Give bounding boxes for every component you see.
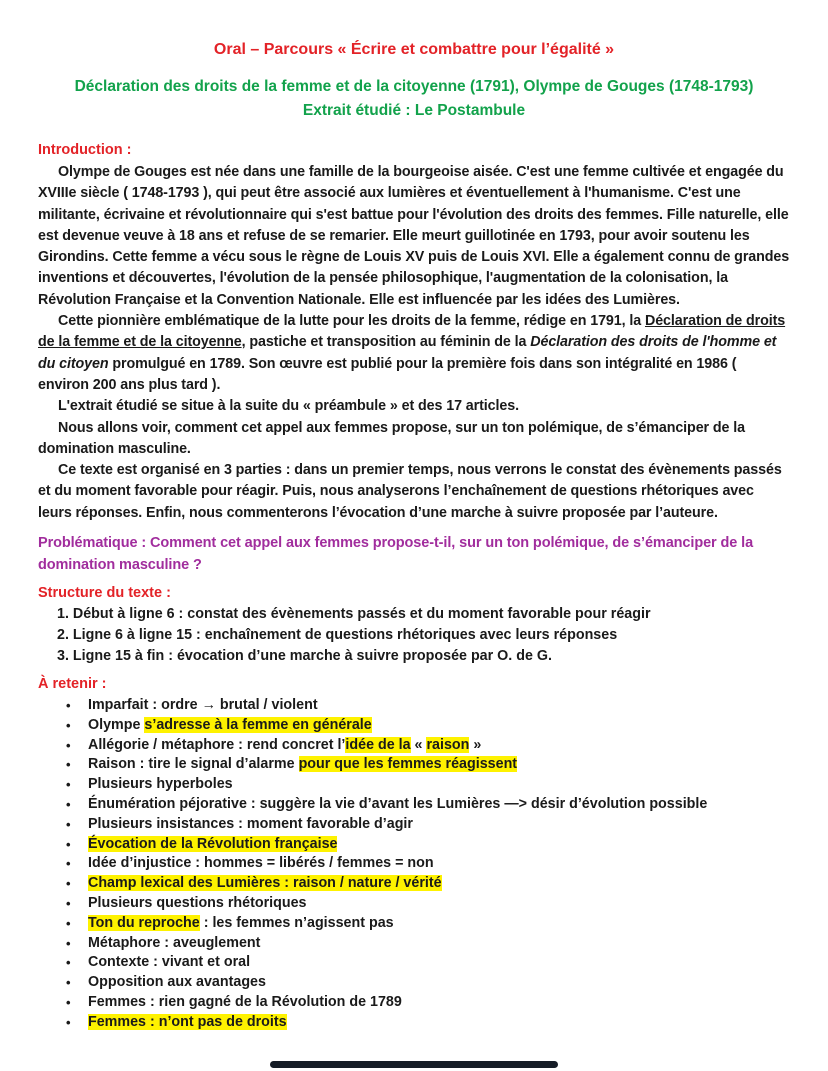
subtitle-line-1: Déclaration des droits de la femme et de la citoyenne (1791), Olympe de Gouges (1748-1793) bbox=[74, 78, 754, 95]
text-run: Olympe bbox=[88, 716, 145, 733]
intro-paragraph bbox=[38, 311, 790, 396]
highlighted-text-run: Champ lexical des Lumières : raison / nature / vérité bbox=[88, 875, 442, 892]
retenir-heading: À retenir : bbox=[38, 676, 107, 693]
page-subtitle bbox=[38, 75, 790, 123]
retenir-item bbox=[38, 934, 790, 954]
text-run: Nous allons voir, comment cet appel aux femmes propose, sur un ton polémique, de s’émanciper de la domination masculine. bbox=[38, 419, 745, 457]
structure-item: Début à ligne 6 : constat des évènements passés et du moment favorable pour réagir bbox=[72, 606, 651, 623]
text-run: Ce texte est organisé en 3 parties : dans un premier temps, nous verrons le constat des évènements passés et du moment favorable pour réagir. Puis, nous analyserons l’enchaînement de questions rhétoriques avec leurs réponses. Enfin, nous commenterons l’évocation d’une marche à suivre proposée par l’auteure. bbox=[38, 462, 782, 521]
highlighted-text-run: idée de la bbox=[345, 736, 411, 753]
text-run: Déclaration de droits de la femme et de la citoyenne bbox=[38, 313, 786, 351]
retenir-list bbox=[38, 696, 790, 1033]
structure-heading: Structure du texte : bbox=[38, 585, 171, 602]
text-run: Énumération péjorative : suggère la vie d’avant les Lumières —> désir d’évolution possible bbox=[88, 796, 708, 813]
retenir-item bbox=[38, 953, 790, 973]
highlighted-text-run: s’adresse à la femme en générale bbox=[144, 716, 372, 733]
text-run: » bbox=[469, 736, 482, 753]
intro-paragraph bbox=[38, 162, 790, 311]
structure-list bbox=[38, 604, 790, 667]
retenir-item bbox=[38, 993, 790, 1013]
highlighted-text-run: raison bbox=[426, 736, 470, 753]
introduction-paragraphs bbox=[38, 162, 790, 524]
intro-paragraph bbox=[38, 460, 790, 524]
retenir-item bbox=[38, 775, 790, 795]
text-run: Déclaration des droits de l'homme et du citoyen bbox=[38, 334, 777, 372]
retenir-item bbox=[38, 835, 790, 855]
text-run: Opposition aux avantages bbox=[88, 974, 266, 991]
introduction-heading: Introduction : bbox=[38, 142, 132, 158]
text-run: Idée d’injustice : hommes = libérés / femmes = non bbox=[88, 855, 434, 872]
text-run: promulgué en 1789. Son œuvre est publié pour la première fois dans son intégralité en 1986 ( environ 200 ans plus tard ). bbox=[38, 355, 737, 393]
text-run: Plusieurs hyperboles bbox=[88, 776, 233, 793]
text-run: L'extrait étudié se situe à la suite du « préambule » et des 17 articles. bbox=[58, 398, 519, 415]
text-run: Imparfait : ordre → brutal / violent bbox=[88, 697, 318, 714]
retenir-item bbox=[38, 716, 790, 736]
retenir-item bbox=[38, 874, 790, 894]
text-run: Contexte : vivant et oral bbox=[88, 954, 251, 971]
retenir-item bbox=[38, 795, 790, 815]
page-title: Oral – Parcours « Écrire et combattre pour l’égalité » bbox=[213, 41, 615, 58]
highlighted-text-run: Femmes : n’ont pas de droits bbox=[88, 1013, 287, 1030]
retenir-item bbox=[38, 894, 790, 914]
retenir-item bbox=[38, 914, 790, 934]
retenir-item bbox=[38, 736, 790, 756]
text-run: Plusieurs insistances : moment favorable d’agir bbox=[88, 815, 413, 832]
intro-paragraph bbox=[38, 418, 790, 461]
retenir-item bbox=[38, 1013, 790, 1033]
text-run: Cette pionnière emblématique de la lutte pour les droits de la femme, rédige en 1791, la bbox=[58, 313, 645, 330]
subtitle-line-2: Extrait étudié : Le Postambule bbox=[302, 102, 526, 119]
text-run: , pastiche et transposition au féminin de la bbox=[241, 334, 531, 351]
structure-item: Ligne 15 à fin : évocation d’une marche à suivre proposée par O. de G. bbox=[72, 648, 552, 665]
text-run: « bbox=[410, 736, 427, 753]
structure-item: Ligne 6 à ligne 15 : enchaînement de questions rhétoriques avec leurs réponses bbox=[72, 627, 618, 644]
text-run: Femmes : rien gagné de la Révolution de 1789 bbox=[88, 994, 402, 1010]
retenir-item bbox=[38, 696, 790, 716]
text-run: Plusieurs questions rhétoriques bbox=[88, 895, 307, 912]
text-run: : les femmes n’agissent pas bbox=[199, 914, 394, 931]
text-run: Raison : tire le signal d’alarme bbox=[88, 756, 299, 773]
text-run: Olympe de Gouges est née dans une famille de la bourgeoise aisée. C'est une femme cultivée et engagée du XVIIIe siècle ( 1748-1793 ), qui peut être associé aux lumières et éventuellement à l'humanisme. C'est une militante, écrivaine et révolutionnaire qui s'est battue pour l'évolution des droits des femmes. Fille naturelle, elle est devenue veuve à 18 ans et refuse de se remarier. Elle meurt guillotinée en 1793, pour avoir soutenu les Girondins. Cette femme a vécu sous le règne de Louis XV puis de Louis XVI. Elle a également connu de grandes inventions et découvertes, l'évolution de la pensée philosophique, l'augmentation de la colonisation, la Révolution Française et la Convention Nationale. Elle est influencée par les idées des Lumières. bbox=[38, 164, 790, 308]
home-indicator-bar[interactable] bbox=[270, 1061, 558, 1068]
retenir-item bbox=[38, 854, 790, 874]
highlighted-text-run: Ton du reproche bbox=[88, 914, 200, 931]
highlighted-text-run: Évocation de la Révolution française bbox=[88, 835, 338, 852]
intro-paragraph bbox=[38, 396, 790, 417]
problematique-text: Problématique : Comment cet appel aux femmes propose-t-il, sur un ton polémique, de s’émanciper de la domination masculine ? bbox=[38, 535, 754, 573]
text-run: Métaphore : aveuglement bbox=[88, 934, 261, 951]
highlighted-text-run: pour que les femmes réagissent bbox=[298, 756, 518, 773]
text-run: Allégorie / métaphore : rend concret l’ bbox=[88, 736, 346, 753]
retenir-item bbox=[38, 973, 790, 993]
retenir-item bbox=[38, 815, 790, 835]
retenir-item bbox=[38, 755, 790, 775]
